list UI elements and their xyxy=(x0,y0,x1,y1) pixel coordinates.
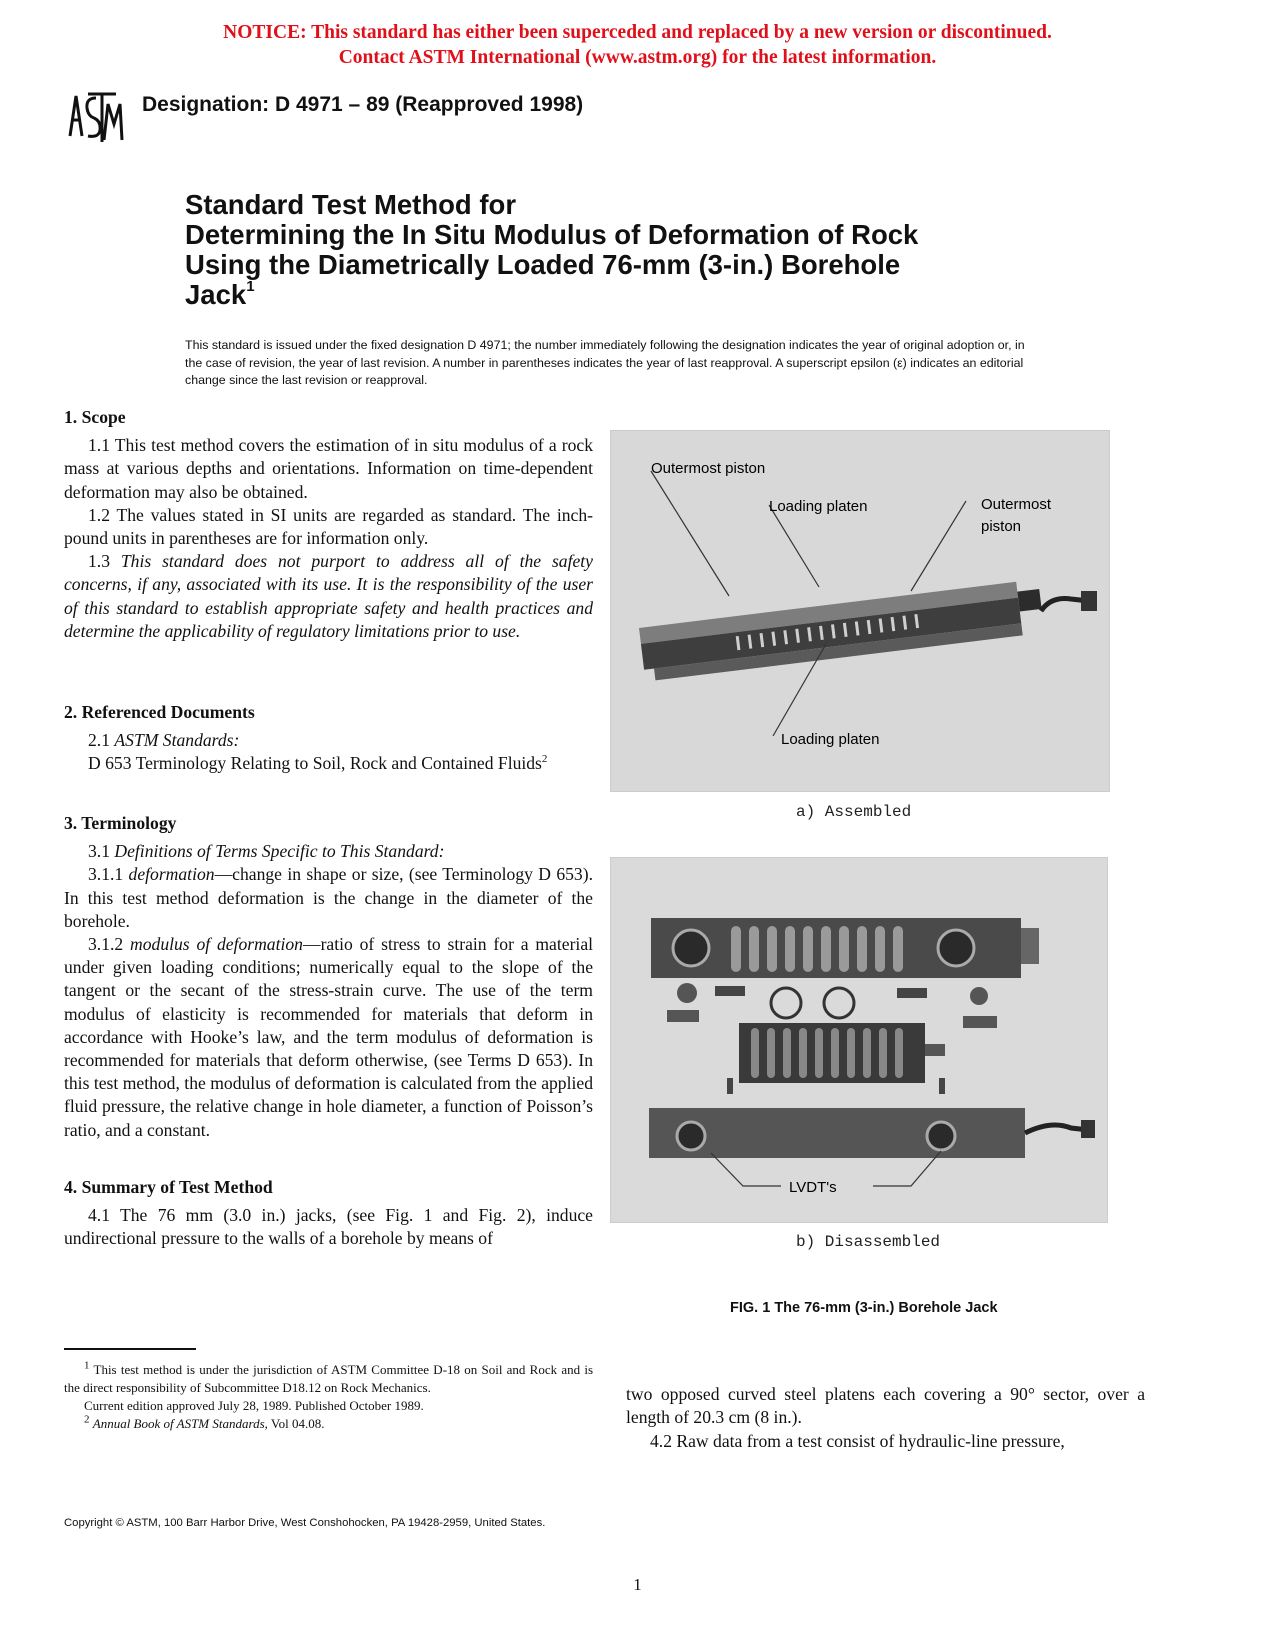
caption-assembled: a) Assembled xyxy=(796,803,912,821)
referenced-section xyxy=(64,701,593,776)
footnote-1-edition: Current edition approved July 28, 1989. Published October 1989. xyxy=(84,1398,424,1413)
referenced-heading: 2. Referenced Documents xyxy=(64,702,255,722)
referenced-p1 xyxy=(64,729,593,752)
title-line-1: Standard Test Method for xyxy=(185,189,517,220)
terminology-p2-num: 3.1.1 xyxy=(88,864,124,885)
terminology-p1-text: Definitions of Terms Specific to This Standard: xyxy=(114,841,445,862)
footnote-2-italic: Annual Book of ASTM Standards xyxy=(92,1416,265,1431)
terminology-p1-num: 3.1 xyxy=(88,841,110,862)
superseded-notice xyxy=(0,20,1275,70)
scope-p3-text: This standard does not purport to address all of the safety concerns, if any, associated with its use. It is the responsibility of the user of this standard to establish appropriate safety and health practices and determine the applicability of regulatory limitations prior to use. xyxy=(64,551,593,641)
terminology-p2-text: —change in shape or size, (see Terminology D 653). In this test method deformation is the change in the diameter of the borehole. xyxy=(64,864,593,931)
footnote-rule xyxy=(64,1348,196,1350)
figure-1-caption: FIG. 1 The 76-mm (3-in.) Borehole Jack xyxy=(730,1300,998,1316)
photo-assembled xyxy=(610,430,1110,792)
summary-heading: 4. Summary of Test Method xyxy=(64,1177,273,1197)
terminology-heading: 3. Terminology xyxy=(64,813,177,833)
footnote-2-rest: , Vol 04.08. xyxy=(264,1416,325,1431)
footnote-1-mark: 1 xyxy=(84,1359,90,1372)
terminology-p3-text: —ratio of stress to strain for a material under given loading conditions; numerically equal to the slope of the tangent or the secant of the stress-strain curve. The use of the term modulus of elasticity is recommended for materials that deform in accordance with Hooke’s law, and the term modulus of deformation is recommended for materials that deform otherwise, (see Terms D 653). In this test method, the modulus of deformation is calculated from the applied fluid pressure, the relative change in hole diameter, a function of Poisson’s ratio, and a constant. xyxy=(64,934,594,1140)
summary-continued xyxy=(626,1383,1145,1453)
page-number: 1 xyxy=(633,1575,642,1594)
footnote-2-mark[interactable]: 2 xyxy=(541,753,548,766)
scope-p1: 1.1 This test method covers the estimation of in situ modulus of a rock mass at various depths and orientations. Information on time-dependent deformation may also be obtained. xyxy=(64,435,593,502)
astm-logo xyxy=(66,88,124,146)
terminology-modulus xyxy=(64,933,593,1142)
referenced-d653-text: D 653 Terminology Relating to Soil, Rock and Contained Fluids xyxy=(88,753,542,774)
terminology-p3-num: 3.1.2 xyxy=(88,934,124,955)
term-deformation: deformation xyxy=(128,864,215,885)
designation: Designation: D 4971 – 89 (Reapproved 1998) xyxy=(142,93,584,116)
summary-section xyxy=(64,1176,593,1251)
label-outermost-piston-right-2: piston xyxy=(981,518,1022,535)
scope-heading: 1. Scope xyxy=(64,407,126,427)
title-line-3: Using the Diametrically Loaded 76-mm (3-in.) Borehole xyxy=(185,249,901,280)
scope-p3 xyxy=(64,550,593,643)
issued-note: This standard is issued under the fixed designation D 4971; the number immediately following the designation indicates the year of original adoption or, in the case of revision, the year of last revision. A number in parentheses indicates the year of last reapproval. A superscript epsilon (ε) indicates an editorial change since the last revision or reapproval. xyxy=(185,338,1025,387)
term-modulus: modulus of deformation xyxy=(130,934,303,955)
label-loading-platen-bottom: Loading platen xyxy=(781,731,880,748)
copyright: Copyright © ASTM, 100 Barr Harbor Drive, West Conshohocken, PA 19428-2959, United States. xyxy=(64,1517,546,1529)
document-title xyxy=(185,190,1065,315)
footnote-1 xyxy=(64,1361,593,1397)
scope-p3-num: 1.3 xyxy=(88,551,110,572)
notice-line-2: Contact ASTM International (www.astm.org) for the latest information. xyxy=(338,47,937,68)
summary-p1-continued: two opposed curved steel platens each covering a 90° sector, over a length of 20.3 cm (8 in.). xyxy=(626,1384,1145,1428)
terminology-section xyxy=(64,812,593,1142)
title-line-2: Determining the In Situ Modulus of Deformation of Rock xyxy=(185,219,919,250)
scope-p2: 1.2 The values stated in SI units are regarded as standard. The inch-pound units in parentheses are for information only. xyxy=(64,504,593,549)
title-footnote-mark[interactable]: 1 xyxy=(246,278,255,295)
footnote-1-text: This test method is under the jurisdiction of ASTM Committee D-18 on Soil and Rock and is the direct responsibility of Subcommittee D18.12 on Rock Mechanics. xyxy=(64,1362,593,1395)
footnotes xyxy=(64,1361,593,1433)
label-outermost-piston-left: Outermost piston xyxy=(651,460,766,477)
summary-p1: 4.1 The 76 mm (3.0 in.) jacks, (see Fig. 1 and Fig. 2), induce undirectional pressure to the walls of a borehole by means of xyxy=(64,1205,593,1249)
summary-p2: 4.2 Raw data from a test consist of hydraulic-line pressure, xyxy=(650,1430,1065,1451)
title-line-4: Jack xyxy=(185,279,247,310)
photo-disassembled xyxy=(610,857,1108,1223)
label-lvdts: LVDT's xyxy=(789,1179,837,1196)
terminology-p1 xyxy=(64,840,593,863)
referenced-p1-num: 2.1 xyxy=(88,730,110,751)
footnote-2-mark-bottom: 2 xyxy=(84,1413,90,1426)
notice-line-1: NOTICE: This standard has either been superceded and replaced by a new version or discontinued. xyxy=(223,22,1052,43)
referenced-d653[interactable] xyxy=(64,752,593,775)
label-outermost-piston-right-1: Outermost xyxy=(981,496,1052,513)
label-loading-platen-top: Loading platen xyxy=(769,498,868,515)
referenced-p1-text: ASTM Standards: xyxy=(114,730,240,751)
terminology-deformation xyxy=(64,863,593,933)
footnote-2 xyxy=(64,1415,593,1433)
caption-disassembled: b) Disassembled xyxy=(796,1233,941,1251)
scope-section xyxy=(64,406,593,643)
